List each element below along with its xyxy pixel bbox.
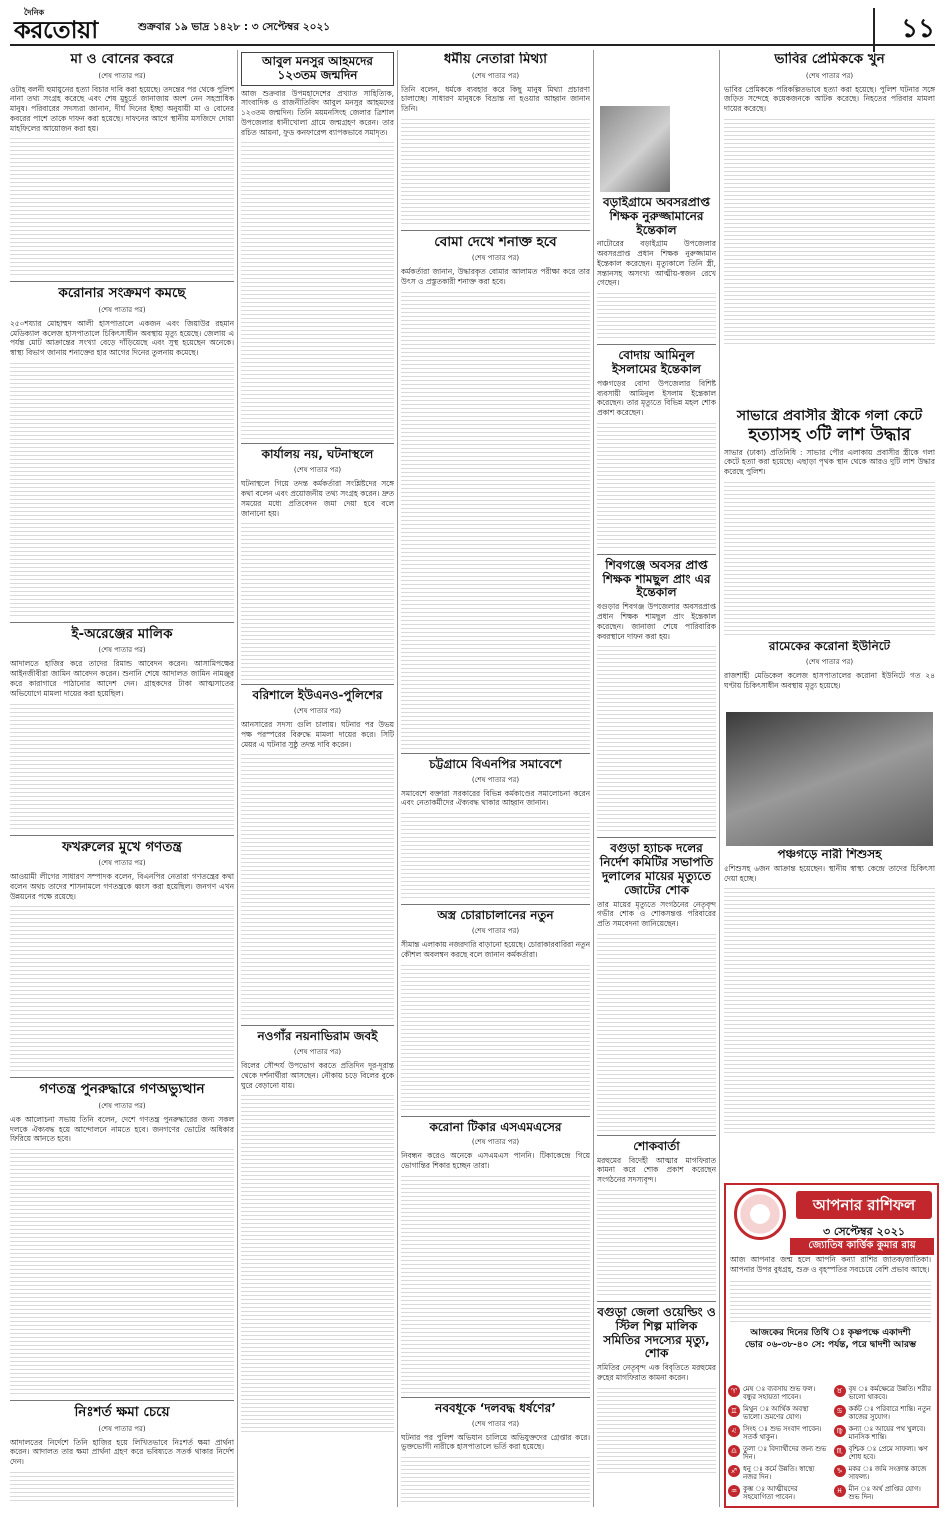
article-welding <box>597 1306 716 1475</box>
panchagarh-article <box>724 848 935 1178</box>
continued-note: (শেষ পাতার পর) <box>98 859 146 868</box>
article-body: সমিতির নেতৃবৃন্দ এক বিবৃতিতে মরহুমের রুহের মাগফিরাত কামনা করেন। <box>597 1363 716 1382</box>
headline: গণতন্ত্র পুনরুদ্ধারে গণঅভ্যুত্থান <box>39 1081 205 1098</box>
logo-tagline: দৈনিক <box>24 8 45 17</box>
headline: ধর্মীয় নেতারা মিথ্যা <box>443 52 548 67</box>
zodiac-text: কুম্ভ ঃ আত্মীয়দের সহযোগিতা পাবেন। <box>743 1485 798 1502</box>
horoscope-box <box>724 1183 939 1508</box>
zodiac-sign <box>834 1445 934 1463</box>
article-body: বিলের সৌন্দর্য উপভোগ করতে প্রতিদিন দূর-দূরান্ত থেকে দর্শনার্থীরা আসছেন। নৌকায় চড়ে বিলের বুকে ঘুরে বেড়ানো যায়। <box>241 1061 394 1090</box>
libra-icon: ♎ <box>728 1445 740 1457</box>
zodiac-sign <box>728 1445 828 1463</box>
article-body: কর্মকর্তারা জানান, উদ্ধারকৃত বোমার আলামত পরীক্ষা করে তার উৎস ও প্রস্তুতকারী শনাক্ত করা হবে। <box>401 267 590 287</box>
horoscope-byline: জ্যোতিষ কার্ত্তিক কুমার রায় <box>790 1238 934 1255</box>
article-shokbarta <box>597 1140 716 1297</box>
headline: বোমা দেখে শনাক্ত হবে <box>434 233 557 250</box>
zodiac-sign <box>834 1385 934 1403</box>
tithi-heading: আজকের দিনের তিথি ঃ কৃষ্ণপক্ষে একাদশী <box>750 1327 911 1338</box>
zodiac-sign <box>728 1385 828 1403</box>
article-body: নাটোরের বড়াইগ্রাম উপজেলার অবসরপ্রাপ্ত প্রধান শিক্ষক নুরুজ্জামান ইন্তেকাল করেছেন। মৃত্যুকালে তিনি স্ত্রী, সন্তানসহ অসংখ্য আত্মীয়-স্বজন রেখে গেছেন। <box>597 239 716 288</box>
leo-icon: ♌ <box>728 1425 740 1437</box>
article-body: সীমান্ত এলাকায় নজরদারি বাড়ানো হয়েছে। চোরাকারবারিরা নতুন কৌশল অবলম্বন করছে বলে জানান কর্মকর্তারা। <box>401 939 590 959</box>
horoscope-intro: আজ আপনার জন্ম হলে আপনি কন্যা রাশির জাতক/জাতিকা। আপনার উপর বুধগ্রহ, শুক্র ও বৃহস্পতির সবচেয়ে বেশি প্রভাব আছে। <box>730 1255 931 1274</box>
second-column <box>241 52 394 1504</box>
headline: পঞ্চগড়ে নারী শিশুসহ <box>777 848 882 861</box>
article-chattogram <box>401 758 590 900</box>
headline: চট্টগ্রামে বিএনপির সমাবেশে <box>429 756 562 771</box>
headline: শিবগঞ্জে অবসর প্রাপ্ত শিক্ষক শামছুল প্রাং এর ইন্তেকাল <box>602 557 711 600</box>
aquarius-icon: ♒ <box>728 1485 740 1497</box>
headline: করোনা টিকার এসএমএসের <box>429 1119 562 1134</box>
article-body: ৫শিশুসহ ৬জন আক্রান্ত হয়েছেন। স্থানীয় স্বাস্থ্য কেন্দ্রে তাদের চিকিৎসা দেয়া হচ্ছে। <box>724 863 935 883</box>
headline: শোকবার্তা <box>633 1138 680 1153</box>
article-body: সমাবেশে বক্তারা সরকারের বিভিন্ন কর্মকাণ্ডের সমালোচনা করেন এবং নেতাকর্মীদের ঐক্যবদ্ধ থাকার আহ্বান জানান। <box>401 788 590 808</box>
article-body: তিনি বলেন, ধর্মকে ব্যবহার করে কিছু মানুষ মিথ্যা প্রচারণা চালাচ্ছে। সাধারণ মানুষকে বিভ্রান্ত না হওয়ার আহ্বান জানান তিনি। <box>401 84 590 114</box>
headline: নওগাঁর নয়নাভিরাম জবই <box>257 1029 378 1044</box>
continued-note: (শেষ পাতার পর) <box>98 1101 146 1110</box>
continued-note: (শেষ পাতার পর) <box>293 466 342 475</box>
article-nobobodhu <box>401 1402 590 1504</box>
headline: রামেকের করোনা ইউনিটে <box>768 640 891 653</box>
news-photo <box>726 712 933 846</box>
article-body: পঞ্চগড়ের বোদা উপজেলার বিশিষ্ট ব্যবসায়ী আমিনুল ইসলাম ইন্তেকাল করেছেন। তার মৃত্যুতে বিভিন্ন মহল শোক প্রকাশ করেছেন। <box>597 378 716 418</box>
continued-note: (শেষ পাতার পর) <box>471 775 520 784</box>
article-tika <box>401 1121 590 1393</box>
zodiac-wheel-icon <box>734 1188 786 1240</box>
headline-line-2: হত্যাসহ ৩টি লাশ উদ্ধার <box>748 425 911 446</box>
article-shamsul <box>597 559 716 833</box>
continued-note: (শেষ পাতার পর) <box>805 657 854 666</box>
headline: অস্ত্র চোরাচালানের নতুন <box>437 908 554 923</box>
cancer-icon: ♋ <box>834 1405 846 1417</box>
headline: ভাবির প্রেমিককে খুন <box>774 52 885 67</box>
continued-note: (শেষ পাতার পর) <box>471 1419 520 1428</box>
horoscope-intro-block <box>730 1255 931 1352</box>
headline-line-1: সাভারে প্রবাসীর স্ত্রীকে গলা কেটে <box>736 408 923 424</box>
headline: বগুড়া হ্যাচক দলের নির্দেশ কমিটির সভাপতি দুলালের মায়ের মৃত্যুতে জোটের শোক <box>599 841 714 897</box>
zodiac-grid <box>728 1385 933 1503</box>
fourth-column <box>597 196 716 1504</box>
article-abul-mansur <box>241 52 394 439</box>
capricorn-icon: ♑ <box>834 1465 846 1477</box>
headline: বগুড়া জেলা ওয়েল্ডিং ও স্টিল শিল্প মালিক সমিতির সদস্যের মৃত্যু, শোক <box>597 1304 716 1361</box>
headline: বড়াইগ্রামে অবসরপ্রাপ্ত শিক্ষক নুরুজ্জামানের ইন্তেকাল <box>603 196 710 237</box>
continued-note: (শেষ পাতার পর) <box>471 926 520 935</box>
continued-note: (শেষ পাতার পর) <box>471 254 520 263</box>
zodiac-sign <box>834 1425 934 1443</box>
continued-note: (শেষ পাতার পর) <box>293 1048 342 1057</box>
gemini-icon: ♊ <box>728 1405 740 1417</box>
column-rule <box>237 50 238 1507</box>
headline: বরিশালে ইউএনও-পুলিশের <box>252 688 383 703</box>
article-body: আদালতে হাজির করে তাদের রিমান্ড আবেদন করেন। আসামিপক্ষের আইনজীবীরা জামিন আবেদন করেন। শুনানি শেষে আদালত জামিন নামঞ্জুর করে কারাগারে পাঠানোর আদেশ দেন। গ্রাহকদের টাকা আত্মসাতের অভিযোগে মামলা দায়ের করা হয়েছিল। <box>10 659 234 698</box>
headline: বোদায় আমিনুল ইসলামের ইন্তেকাল <box>611 348 701 377</box>
horoscope-date: ৩ সেপ্টেম্বর ২০২১ <box>822 1225 906 1238</box>
dateline: শুক্রবার ১৯ ভাদ্র ১৪২৮ : ৩ সেপ্টেম্বর ২০২১ <box>138 21 331 33</box>
article-nishorto <box>10 1405 234 1504</box>
zodiac-sign <box>728 1405 828 1423</box>
article-e-orange <box>10 627 234 831</box>
article-karjalay <box>241 448 394 680</box>
page-number: ১১ <box>873 8 935 52</box>
continued-note: (শেষ পাতার পর) <box>805 71 854 80</box>
column-rule <box>593 50 594 1507</box>
article-ostro <box>401 909 590 1111</box>
article-body: রাজশাহী মেডিকেল কলেজ হাসপাতালের করোনা ইউনিটে গত ২৪ ঘণ্টায় চিকিৎসাধীন অবস্থায় মৃত্যু হয়েছে। <box>724 670 935 690</box>
headline: নিঃশর্ত ক্ষমা চেয়ে <box>74 1404 170 1421</box>
continued-note: (শেষ পাতার পর) <box>471 1138 520 1147</box>
headline: আবুল মনসুর আহমদের ১২৩তম জন্মদিন <box>241 52 394 86</box>
article-fakhrul <box>10 840 234 1074</box>
article-dharmio <box>401 52 590 226</box>
portrait-photo <box>600 106 670 192</box>
zodiac-sign <box>834 1485 934 1503</box>
logo-name: করতোয়া <box>14 16 98 44</box>
column-rule <box>397 50 398 1507</box>
article-body: এক আলোচনা সভায় তিনি বলেন, দেশে গণতন্ত্র পুনরুদ্ধারের জন্য সকল দলকে ঐক্যবদ্ধ হয়ে আন্দোলনে নামতে হবে। জনগণের ভোটের অধিকার ফিরিয়ে আনতে হবে। <box>10 1114 234 1144</box>
article-nurujjaman <box>597 196 716 340</box>
zodiac-text: বৃশ্চিক ঃ প্রেমে সাফল্য। ঋণ শোধ হবে। <box>848 1445 928 1462</box>
zodiac-sign <box>728 1485 828 1503</box>
article-body: ঘটনাস্থলে গিয়ে তদন্ত কর্মকর্তারা সংশ্লিষ্টদের সঙ্গে কথা বলেন এবং প্রয়োজনীয় তথ্য সংগ্রহ করেন। দ্রুত সময়ের মধ্যে প্রতিবেদন জমা দেয়া হবে বলে জানানো হয়। <box>241 479 394 518</box>
virgo-icon: ♍ <box>834 1425 846 1437</box>
article-body: আজ শুক্রবার উপমহাদেশের প্রখ্যাত সাহিত্যিক, সাংবাদিক ও রাজনীতিবিদ আবুল মনসুর আহমদের ১২৩তম জন্মদিন। তিনি ময়মনসিংহ জেলার ত্রিশাল উপজেলার ধানীখোলা গ্রামে জন্মগ্রহণ করেন। তার রচিত আয়না, ফুড কনফারেন্স ব্যাপকভাবে সমাদৃত। <box>241 88 394 137</box>
article-naogaon <box>241 1030 394 1432</box>
article-body: ওটাহ বলনী হুমায়ুনের হত্যা বিচার দাবি করা হয়েছে। তদন্তের পর থেকে পুলিশ নানা তথ্য সংগ্রহ করেছে এবং শেষ মুহূর্তে জানাজায় অংশ নেন সহস্রাধিক মানুষ। পরিবারের সদস্যরা জানান, দীর্ঘ দিনের ইচ্ছা অনুযায়ী মা ও বোনের কবরের পাশে তাকে দাফন করা হয়েছে। দাফনের আগে স্থানীয় মসজিদে দোয়া মাহফিলের আয়োজন করা হয়। <box>10 84 234 133</box>
article-body: ভাবির প্রেমিককে পরিকল্পিতভাবে হত্যা করা হয়েছে। পুলিশ ঘটনার সঙ্গে জড়িত সন্দেহে কয়েকজনকে আটক করেছে। নিহতের পরিবার মামলা দায়ের করেছে। <box>724 84 935 114</box>
continued-note: (শেষ পাতার পর) <box>98 646 146 655</box>
continued-note: (শেষ পাতার পর) <box>293 707 342 716</box>
headline: করোনার সংক্রমণ কমছে <box>58 285 186 302</box>
article-ma-boner <box>10 52 234 277</box>
article-body: ২৫০শয্যার মোহাম্মদ আলী হাসপাতালে একজন এবং জিয়াউর রহমান মেডিক্যাল কলেজ হাসপাতালে চিকিৎসাধীন অবস্থায় মৃত্যু হয়েছে। জেলায় এ পর্যন্ত মোট আক্রান্তের সংখ্যা বেড়ে দাঁড়িয়েছে এবং সুস্থ হয়েছেন অনেকে। স্বাস্থ্য বিভাগ জানায় শনাক্তের হার আগের দিনের তুলনায় কমেছে। <box>10 318 234 358</box>
zodiac-text: মেষ ঃ ব্যবসায় শুভ ফল। বন্ধুর সহায়তা পাবেন। <box>743 1385 816 1402</box>
ramek-article <box>724 640 935 710</box>
zodiac-text: বৃষ ঃ কর্মক্ষেত্রে উন্নতি। শরীর ভালো থাকবে। <box>848 1385 931 1402</box>
article-body: সাভার (ঢাকা) প্রতিনিধি : সাভার পৌর এলাকায় প্রবাসীর স্ত্রীকে গলা কেটে হত্যা করা হয়েছে। এছাড়া পৃথক স্থান থেকে আরও দুটি লাশ উদ্ধার করেছে পুলিশ। <box>724 447 935 477</box>
zodiac-sign <box>834 1405 934 1423</box>
continued-note: (শেষ পাতার পর) <box>98 305 146 314</box>
article-barishal <box>241 689 394 1021</box>
masthead <box>10 6 935 46</box>
scorpio-icon: ♏ <box>834 1445 846 1457</box>
tithi-line: ভোর ০৬-৩৮-৪০ সে: পর্যন্ত, পরে দ্বাদশী আরম্ভ <box>744 1339 917 1350</box>
headline: মা ও বোনের কবরে <box>70 52 174 67</box>
headline: ই-অরেঞ্জের মালিক <box>71 625 173 642</box>
zodiac-text: তুলা ঃ বিদ্যার্থীদের জন্য শুভ দিন। <box>743 1445 827 1462</box>
column-rule <box>719 50 720 1507</box>
pisces-icon: ♓ <box>834 1485 846 1497</box>
zodiac-text: সিংহ ঃ শুভ সংবাদ পাবেন। সতর্ক থাকুন। <box>743 1425 822 1442</box>
article-body: আওয়ামী লীগের সাধারণ সম্পাদক বলেন, বিএনপির নেতারা গণতন্ত্রের কথা বলেন অথচ তাদের শাসনামলে গণতন্ত্রকে ধ্বংস করা হয়েছিল। জনগণ এখন উন্নয়নের পক্ষে রয়েছে। <box>10 872 234 901</box>
article-body: তার মায়ের মৃত্যুতে সংগঠনের নেতৃবৃন্দ গভীর শোক ও শোকসন্তপ্ত পরিবারের প্রতি সমবেদনা জানিয়েছেন। <box>597 899 716 929</box>
article-corona <box>10 286 234 618</box>
taurus-icon: ♉ <box>834 1385 846 1397</box>
third-column <box>401 52 590 1504</box>
continued-note: (শেষ পাতার পর) <box>98 71 146 80</box>
zodiac-sign <box>834 1465 934 1483</box>
zodiac-text: কর্কট ঃ পরিবারে শান্তি। নতুন কাজের সুযোগ। <box>848 1405 931 1422</box>
sagittarius-icon: ♐ <box>728 1465 740 1477</box>
article-aminul <box>597 349 716 550</box>
continued-note: (শেষ পাতার পর) <box>98 1424 146 1433</box>
article-body: বগুড়ার শিবগঞ্জ উপজেলার অবসরপ্রাপ্ত প্রধান শিক্ষক শামছুল প্রাং ইন্তেকাল করেছেন। জানাজা শেষে পারিবারিক কবরস্থানে দাফন করা হয়। <box>597 602 716 641</box>
zodiac-text: কন্যা ঃ আয়ের পথ খুলবে। মানসিক শান্তি। <box>848 1425 926 1442</box>
article-bogura-mother <box>597 842 716 1130</box>
zodiac-text: মকর ঃ জমি সংক্রান্ত কাজে সাফল্য। <box>848 1465 927 1482</box>
headline: ফখরুলের মুখে গণতন্ত্র <box>62 838 182 855</box>
headline: নববধূকে ‘দলবদ্ধ ধর্ষণের’ <box>435 1400 556 1415</box>
aries-icon: ♈ <box>728 1385 740 1397</box>
zodiac-sign <box>728 1465 828 1483</box>
article-body: আনসারের সদস্য গুলি চালায়। ঘটনার পর উভয় পক্ষ পরস্পরের বিরুদ্ধে মামলা দায়ের করে। সিটি মেয়র এ ঘটনার সুষ্ঠু তদন্ত দাবি করেন। <box>241 720 394 749</box>
article-body: ঘটনার পর পুলিশ অভিযান চালিয়ে অভিযুক্তদের গ্রেপ্তার করে। ভুক্তভোগী নারীকে হাসপাতালে ভর্তি করা হয়েছে। <box>401 1432 590 1452</box>
zodiac-text: ধনু ঃ কর্মে উন্নতি। স্বাস্থ্যে নজর দিন। <box>743 1465 815 1482</box>
zodiac-sign <box>728 1425 828 1443</box>
zodiac-text: মিথুন ঃ আর্থিক অবস্থা ভালো। ভ্রমণের যোগ। <box>743 1405 809 1422</box>
article-boma <box>401 235 590 749</box>
headline: কার্যালয় নয়, ঘটনাস্থলে <box>261 447 374 462</box>
article-body: আদালতের নির্দেশে তিনি হাজির হয়ে লিখিতভাবে নিঃশর্ত ক্ষমা প্রার্থনা করেন। আদালত তার ক্ষমা প্রার্থনা গ্রহণ করে ভবিষ্যতে সতর্ক থাকার নির্দেশ দেন। <box>10 1437 234 1467</box>
newspaper-logo <box>14 6 134 42</box>
left-column <box>10 52 234 1504</box>
article-body: নিবন্ধন করেও অনেকে এসএমএস পাননি। টিকাকেন্দ্রে গিয়ে ভোগান্তির শিকার হচ্ছেন তারা। <box>401 1151 590 1171</box>
article-body: মরহুমের বিদেহী আত্মার মাগফিরাত কামনা করে শোক প্রকাশ করেছেন সংগঠনের সদস্যবৃন্দ। <box>597 1155 716 1185</box>
horoscope-banner: আপনার রাশিফল <box>796 1191 932 1219</box>
zodiac-text: মীন ঃ অর্থ প্রাপ্তির যোগ। শুভ দিন। <box>848 1485 921 1502</box>
savar-article <box>724 408 935 638</box>
article-gonotontro <box>10 1082 234 1396</box>
continued-note: (শেষ পাতার পর) <box>471 71 520 80</box>
